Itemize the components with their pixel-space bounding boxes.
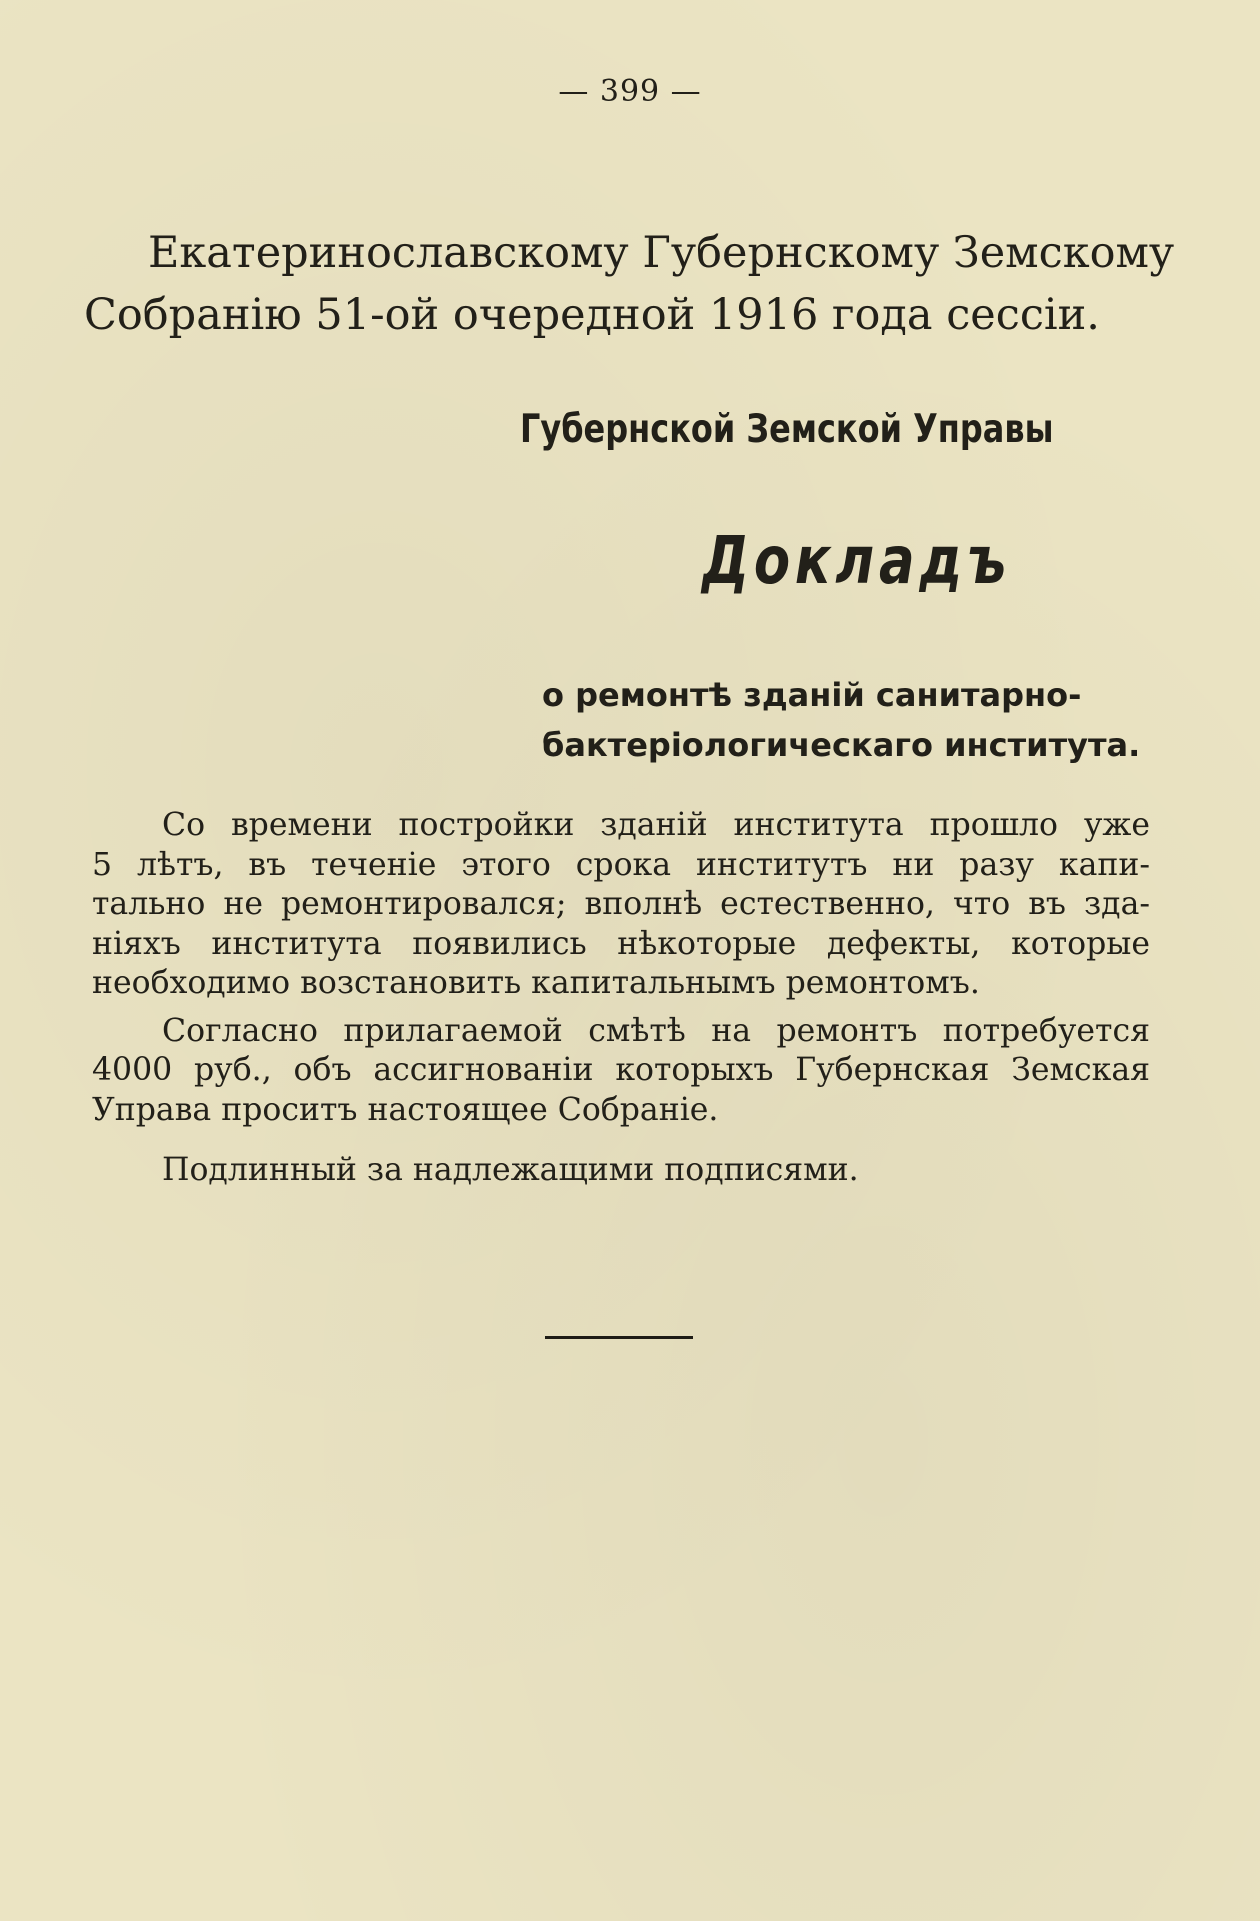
subject-heading — [542, 670, 1140, 770]
body-paragraph-1 — [92, 806, 1150, 1004]
subject-line-2: бактеріологическаго института. — [542, 726, 1141, 764]
author-heading: Губернской Земской Управы — [520, 407, 1054, 452]
addressee-line-2: Собранію 51-ой очередной 1916 года сессіи. — [84, 290, 1100, 340]
paragraph-line: 5 лѣтъ, въ теченіе этого срока институтъ ни разу капи- — [92, 846, 1150, 883]
paragraph-line: Управа проситъ настоящее Собраніе. — [92, 1091, 719, 1128]
document-type-title: Докладъ — [702, 522, 1012, 599]
body-text — [92, 806, 1150, 1138]
body-paragraph-2 — [92, 1012, 1150, 1131]
subject-line-1: о ремонтѣ зданій санитарно- — [542, 676, 1082, 714]
paragraph-line: ніяхъ института появились нѣкоторые дефекты, которые — [92, 925, 1150, 962]
paragraph-line: Со времени постройки зданій института прошло уже — [162, 807, 1150, 843]
paragraph-line: 4000 руб., объ ассигнованіи которыхъ Губернская Земская — [92, 1052, 1150, 1088]
signature-note: Подлинный за надлежащими подписями. — [162, 1152, 859, 1188]
addressee-heading — [84, 222, 1175, 346]
addressee-line-1: Екатеринославскому Губернскому Земскому — [148, 228, 1175, 278]
paragraph-line: необходимо возстановить капитальнымъ ремонтомъ. — [92, 965, 980, 1001]
page-number: — 399 — — [558, 74, 702, 109]
paragraph-line: тально не ремонтировался; вполнѣ естественно, что въ зда- — [92, 886, 1150, 922]
paragraph-line: Согласно прилагаемой смѣтѣ на ремонтъ потребуется — [162, 1012, 1150, 1049]
closing-divider — [545, 1336, 693, 1339]
